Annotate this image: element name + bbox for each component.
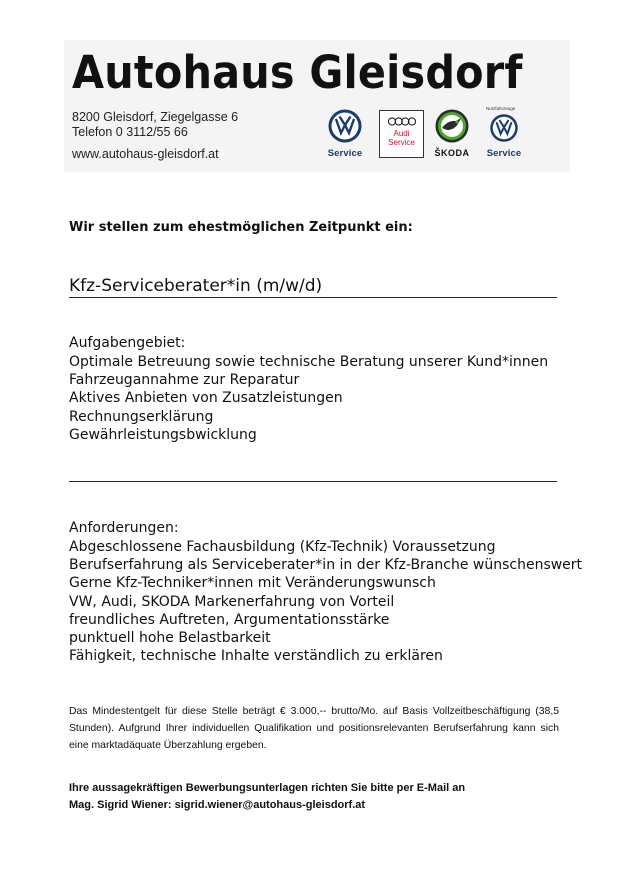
vw-commercial-caption: Service <box>486 148 522 159</box>
list-item: VW, Audi, SKODA Markenerfahrung von Vorteil <box>69 593 395 610</box>
list-item: Optimale Betreuung sowie technische Beratung unserer Kund*innen <box>69 354 549 370</box>
requirements-list <box>69 538 582 665</box>
intro-heading: Wir stellen zum ehestmöglichen Zeitpunkt ein: <box>69 220 413 235</box>
application-info <box>69 780 465 814</box>
address-line: 8200 Gleisdorf, Ziegelgasse 6 <box>72 110 239 124</box>
tasks-heading: Aufgabengebiet: <box>69 335 186 351</box>
job-title: Kfz-Serviceberater*in (m/w/d) <box>69 276 323 296</box>
list-item: Rechnungserklärung <box>69 408 214 425</box>
vw-commercial-service-logo <box>484 108 524 159</box>
list-item: Fähigkeit, technische Inhalte verständlich zu erklären <box>69 648 443 665</box>
list-item: freundliches Auftreten, Argumentationsstärke <box>69 611 390 628</box>
list-item: punktuell hohe Belastbarkeit <box>69 630 271 647</box>
audi-service-logo <box>379 110 424 158</box>
list-item: Berufserfahrung als Serviceberater*in in der Kfz-Branche wünschenswert <box>69 557 583 574</box>
requirements-heading: Anforderungen: <box>69 520 179 536</box>
divider <box>69 297 557 298</box>
tasks-list <box>69 353 548 444</box>
vw-service-logo <box>327 108 363 159</box>
vw-commercial-label: Nutzfahrzeuge <box>486 106 516 111</box>
skoda-logo-icon <box>434 108 470 144</box>
skoda-logo <box>434 108 470 158</box>
audi-service-caption: Service <box>388 138 415 147</box>
audi-brand-text: Audi <box>393 129 410 138</box>
skoda-caption: ŠKODA <box>434 148 470 158</box>
list-item: Fahrzeugannahme zur Reparatur <box>69 372 300 389</box>
website-link[interactable]: www.autohaus-gleisdorf.at <box>72 147 219 161</box>
list-item: Abgeschlossene Fachausbildung (Kfz-Technik) Voraussetzung <box>69 539 496 555</box>
phone-line: Telefon 0 3112/55 66 <box>72 125 188 139</box>
vw-logo-icon <box>327 108 363 144</box>
list-item: Aktives Anbieten von Zusatzleistungen <box>69 390 343 407</box>
vw-service-caption: Service <box>327 148 363 159</box>
application-line: Ihre aussagekräftigen Bewerbungsunterlagen richten Sie bitte per E-Mail an <box>69 782 466 794</box>
company-name: Autohaus Gleisdorf <box>72 46 523 99</box>
application-contact[interactable]: Mag. Sigrid Wiener: sigrid.wiener@autohaus-gleisdorf.at <box>69 799 366 811</box>
salary-note: Das Mindestentgelt für diese Stelle beträgt € 3.000,-- brutto/Mo. auf Basis Vollzeitbeschäftigung (38,5 Stunden). Aufgrund Ihrer individuellen Qualifikation und positionsrelevanten Berufserfahrung kann sich eine marktadäquate Überzahlung ergeben. <box>69 706 559 751</box>
divider <box>69 481 557 482</box>
audi-logo-icon <box>387 117 417 126</box>
vw-commercial-logo-icon <box>489 113 519 143</box>
list-item: Gerne Kfz-Techniker*innen mit Veränderungswunsch <box>69 575 436 592</box>
list-item: Gewährleistungsbwicklung <box>69 426 257 443</box>
